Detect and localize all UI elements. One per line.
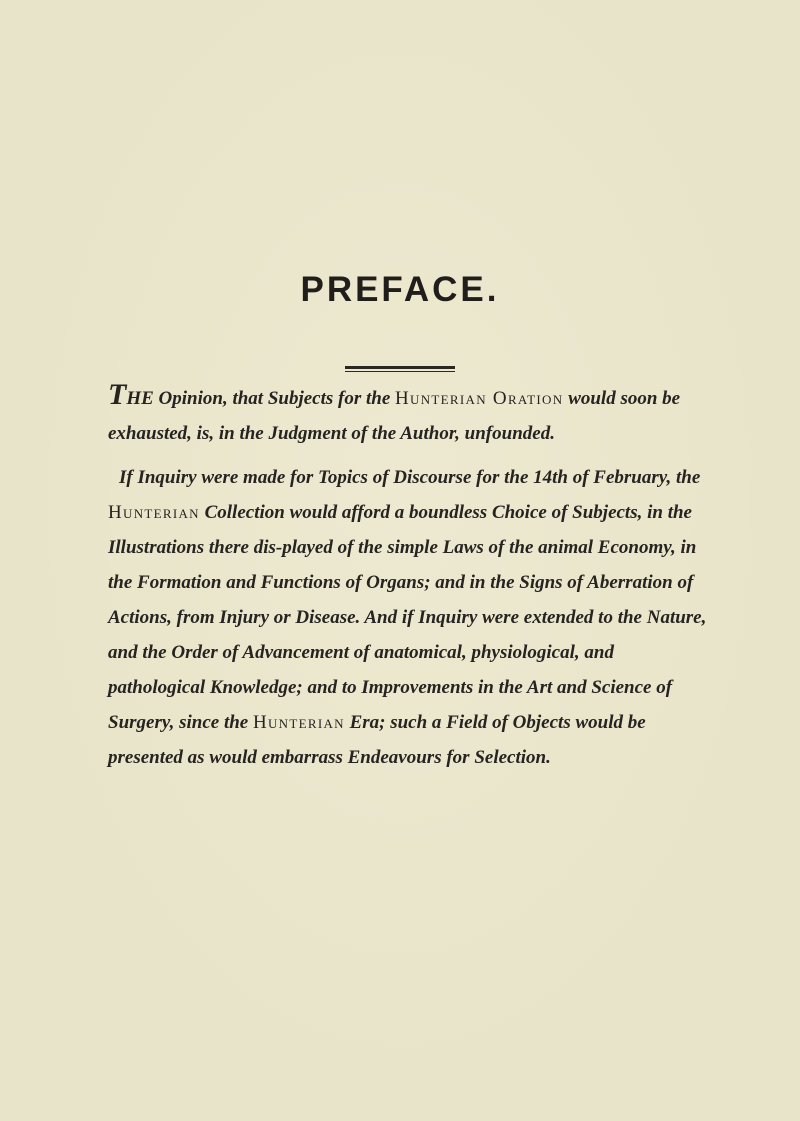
- para2-hunterian-2: Hunterian: [252, 712, 345, 733]
- para2-text-1: If Inquiry were made for Topics of Discourse for the 14th of February, the: [119, 467, 701, 488]
- rule-thin-line: [345, 371, 455, 372]
- paragraph-2: [108, 460, 708, 775]
- preface-body: [108, 378, 708, 775]
- para2-text-3: Era; such a Field of Objects would be presented as would embarrass Endeavours for Selection.: [108, 712, 646, 768]
- para2-text-2: Collection would afford a boundless Choice of Subjects, in the Illustrations there dis-played of the simple Laws of the animal Economy, in the Formation and Functions of Organs; and in the Signs of Aberration of Actions, from Injury or Disease. And if Inquiry were extended to the Nature, and the Order of Advancement of anatomical, physiological, and pathological Knowledge; and to Improvements in the Art and Science of Surgery, since the: [108, 502, 707, 733]
- para1-hunterian-oration: Hunterian Oration: [395, 388, 564, 409]
- page-title: PREFACE.: [300, 270, 500, 309]
- para1-text-1: Opinion, that Subjects for the: [153, 388, 396, 409]
- para1-text-2: would soon be exhausted, is, in the Judgment of the Author, unfounded.: [108, 388, 681, 444]
- paragraph-1: [108, 378, 708, 451]
- drop-cap: T: [108, 378, 127, 411]
- para2-hunterian-1: Hunterian: [108, 502, 200, 523]
- rule-thick-line: [345, 366, 455, 369]
- drop-cap-rest: HE: [126, 388, 154, 409]
- double-rule-divider: [345, 366, 455, 374]
